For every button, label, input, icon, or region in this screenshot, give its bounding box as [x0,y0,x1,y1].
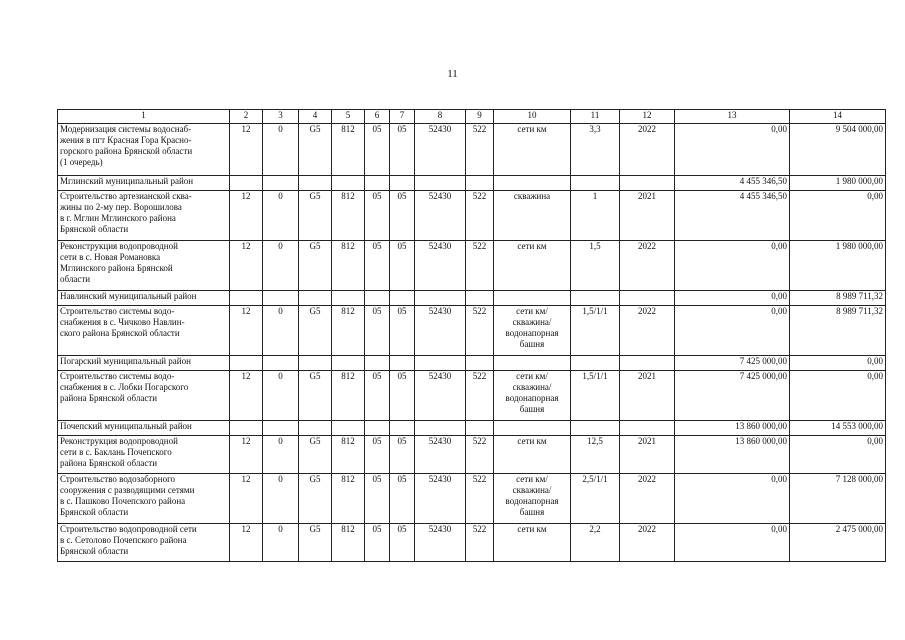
table-cell: 7 425 000,00 [675,371,790,421]
table-cell: 12,5 [571,436,620,474]
table-cell [390,176,415,191]
table-cell [263,291,299,306]
table-cell: сети км/ скважина/ водонапорная башня [494,474,571,524]
table-cell: 05 [390,191,415,241]
table-cell [263,176,299,191]
table-cell [494,291,571,306]
column-header: 10 [494,110,571,124]
district-row [58,356,886,371]
table-cell: 522 [466,474,494,524]
table-cell [263,421,299,436]
table-cell: сети км [494,436,571,474]
table-cell [390,356,415,371]
column-header: 8 [415,110,466,124]
table-cell: 05 [365,436,390,474]
table-cell [365,356,390,371]
table-cell [230,176,263,191]
table-cell: 52430 [415,436,466,474]
table-cell: сети км/ скважина/ водонапорная башня [494,306,571,356]
table-cell: 7 128 000,00 [790,474,886,524]
table-cell: 12 [230,474,263,524]
table-cell: 522 [466,124,494,176]
table-cell [620,356,675,371]
table-cell: 522 [466,241,494,291]
table-cell: 52430 [415,241,466,291]
table-cell: 05 [365,524,390,562]
table-cell: 12 [230,124,263,176]
table-cell: 812 [332,306,365,356]
table-cell [466,356,494,371]
table-cell [571,356,620,371]
table-cell: сети км [494,524,571,562]
table-cell [494,356,571,371]
table-cell: 7 425 000,00 [675,356,790,371]
table-row [58,524,886,562]
table-cell: 52430 [415,306,466,356]
table-cell [230,356,263,371]
table-cell: 52430 [415,191,466,241]
table-cell: 4 455 346,50 [675,176,790,191]
table-cell: 2022 [620,241,675,291]
table-cell: 0,00 [675,524,790,562]
table-cell: 0 [263,191,299,241]
row-name-cell: Реконструкция водопроводной сети в с. Баклань Почепского района Брянской области [58,436,230,474]
table-cell [230,421,263,436]
table-cell: 8 989 711,32 [790,291,886,306]
table-cell: 0,00 [675,474,790,524]
table-cell: 522 [466,306,494,356]
table-cell: 2021 [620,436,675,474]
table-row [58,474,886,524]
table-cell [466,291,494,306]
table-row [58,191,886,241]
column-header: 6 [365,110,390,124]
table-cell: 05 [365,306,390,356]
table-cell: 0 [263,371,299,421]
district-row [58,291,886,306]
table-cell: 0 [263,306,299,356]
table-cell: G5 [299,191,332,241]
column-header: 12 [620,110,675,124]
row-name-cell: Модернизация системы водоснаб- жения в пгт Красная Гора Красно- горского района Брянской области (1 очередь) [58,124,230,176]
table-cell [620,176,675,191]
table-cell: 1 980 000,00 [790,241,886,291]
table-cell: 0,00 [790,356,886,371]
table-cell [620,291,675,306]
table-cell: сети км [494,124,571,176]
table-cell: 2022 [620,306,675,356]
table-cell: 13 860 000,00 [675,421,790,436]
table-cell: 52430 [415,371,466,421]
table-cell: G5 [299,474,332,524]
table-cell [571,291,620,306]
table-cell: G5 [299,524,332,562]
table-cell: 2021 [620,371,675,421]
table-cell: 522 [466,191,494,241]
table-cell: 2022 [620,124,675,176]
table-cell [571,176,620,191]
table-cell: 0 [263,436,299,474]
table-cell [332,176,365,191]
table-cell: 3,3 [571,124,620,176]
table-cell: 05 [390,474,415,524]
table-cell: 522 [466,524,494,562]
table-cell: 2 475 000,00 [790,524,886,562]
row-name-cell: Погарский муниципальный район [58,356,230,371]
table-cell [299,291,332,306]
table-cell: 2,5/1/1 [571,474,620,524]
table-cell: 4 455 346,50 [675,191,790,241]
table-cell: 522 [466,371,494,421]
column-header: 2 [230,110,263,124]
table-cell: 05 [365,241,390,291]
row-name-cell: Строительство системы водо- снабжения в с. Лобки Погарского района Брянской области [58,371,230,421]
table-row [58,436,886,474]
table-cell: 12 [230,524,263,562]
table-cell: 05 [390,124,415,176]
data-table [57,109,886,562]
column-header: 3 [263,110,299,124]
table-cell [390,421,415,436]
table-cell: 1 980 000,00 [790,176,886,191]
table-cell: 2021 [620,191,675,241]
table-cell [415,421,466,436]
table-cell: G5 [299,306,332,356]
table-cell: 812 [332,474,365,524]
table-cell: 1,5/1/1 [571,371,620,421]
column-header: 4 [299,110,332,124]
table-cell [332,421,365,436]
table-cell: G5 [299,436,332,474]
table-cell [263,356,299,371]
table-cell: 14 553 000,00 [790,421,886,436]
table-cell [299,356,332,371]
column-header: 14 [790,110,886,124]
page-number: 11 [447,68,458,80]
table-cell [365,421,390,436]
table-cell: 05 [390,306,415,356]
table-cell [230,291,263,306]
table-cell [332,291,365,306]
table-cell: сети км/ скважина/ водонапорная башня [494,371,571,421]
table-cell: G5 [299,371,332,421]
table-cell: 8 989 711,32 [790,306,886,356]
table-cell: 12 [230,306,263,356]
table-cell: 0 [263,524,299,562]
table-cell: 0,00 [790,191,886,241]
table-cell: 812 [332,241,365,291]
table-cell [494,176,571,191]
table-cell: 05 [365,474,390,524]
table-cell: 812 [332,124,365,176]
table-cell: G5 [299,124,332,176]
table-cell [365,291,390,306]
district-row [58,421,886,436]
table-cell: 0,00 [790,436,886,474]
row-name-cell: Строительство водозаборного сооружения с разводящими сетями в с. Пашково Почепского района Брянской области [58,474,230,524]
table-cell [466,176,494,191]
table-cell: 0,00 [675,124,790,176]
table-cell: 0,00 [675,291,790,306]
row-name-cell: Мглинский муниципальный район [58,176,230,191]
table-cell: 12 [230,191,263,241]
table-cell: 52430 [415,524,466,562]
row-name-cell: Почепский муниципальный район [58,421,230,436]
table-header-row [58,110,886,124]
table-cell [299,421,332,436]
table-cell: 0,00 [790,371,886,421]
table-cell: 12 [230,241,263,291]
column-header: 9 [466,110,494,124]
table-cell: 52430 [415,474,466,524]
table-cell [415,291,466,306]
table-cell [620,421,675,436]
column-header: 7 [390,110,415,124]
table-cell: 05 [390,371,415,421]
table-cell: 812 [332,436,365,474]
row-name-cell: Строительство артезианской сква- жины по 2-му пер. Ворошилова в г. Мглин Мглинского района Брянской области [58,191,230,241]
table-cell: 1,5/1/1 [571,306,620,356]
table-cell: 1 [571,191,620,241]
table-cell: 812 [332,524,365,562]
table-cell: 812 [332,371,365,421]
table-cell: 12 [230,436,263,474]
table-cell: 2022 [620,474,675,524]
table-cell: G5 [299,241,332,291]
district-row [58,176,886,191]
table-cell: 0 [263,474,299,524]
table-cell: 0 [263,124,299,176]
table-cell: 522 [466,436,494,474]
row-name-cell: Строительство водопроводной сети в с. Сетолово Почепского района Брянской области [58,524,230,562]
table-cell: 0,00 [675,306,790,356]
table-cell: 812 [332,191,365,241]
table-cell: 05 [365,124,390,176]
row-name-cell: Навлинский муниципальный район [58,291,230,306]
table-cell: 05 [390,524,415,562]
table-cell [365,176,390,191]
row-name-cell: Реконструкция водопроводной сети в с. Новая Романовка Мглинского района Брянской области [58,241,230,291]
table-cell: 0 [263,241,299,291]
table-row [58,241,886,291]
table-cell: 13 860 000,00 [675,436,790,474]
column-header: 1 [58,110,230,124]
table-cell: 05 [365,191,390,241]
table-cell [390,291,415,306]
table-cell: сети км [494,241,571,291]
table-cell: 52430 [415,124,466,176]
table-cell: 05 [390,241,415,291]
table-cell [299,176,332,191]
table-cell: 2022 [620,524,675,562]
table-cell: скважина [494,191,571,241]
table-cell: 2,2 [571,524,620,562]
table-row [58,371,886,421]
table-cell: 12 [230,371,263,421]
table-cell: 0,00 [675,241,790,291]
column-header: 11 [571,110,620,124]
table-cell: 9 504 000,00 [790,124,886,176]
table-cell: 05 [365,371,390,421]
table-row [58,124,886,176]
table-cell: 1,5 [571,241,620,291]
row-name-cell: Строительство системы водо- снабжения в с. Чичково Навлин- ского района Брянской области [58,306,230,356]
table-cell [332,356,365,371]
table-cell [494,421,571,436]
column-header: 13 [675,110,790,124]
table-cell [415,176,466,191]
table-cell [415,356,466,371]
table-cell [466,421,494,436]
table-cell [571,421,620,436]
table-row [58,306,886,356]
table-cell: 05 [390,436,415,474]
column-header: 5 [332,110,365,124]
